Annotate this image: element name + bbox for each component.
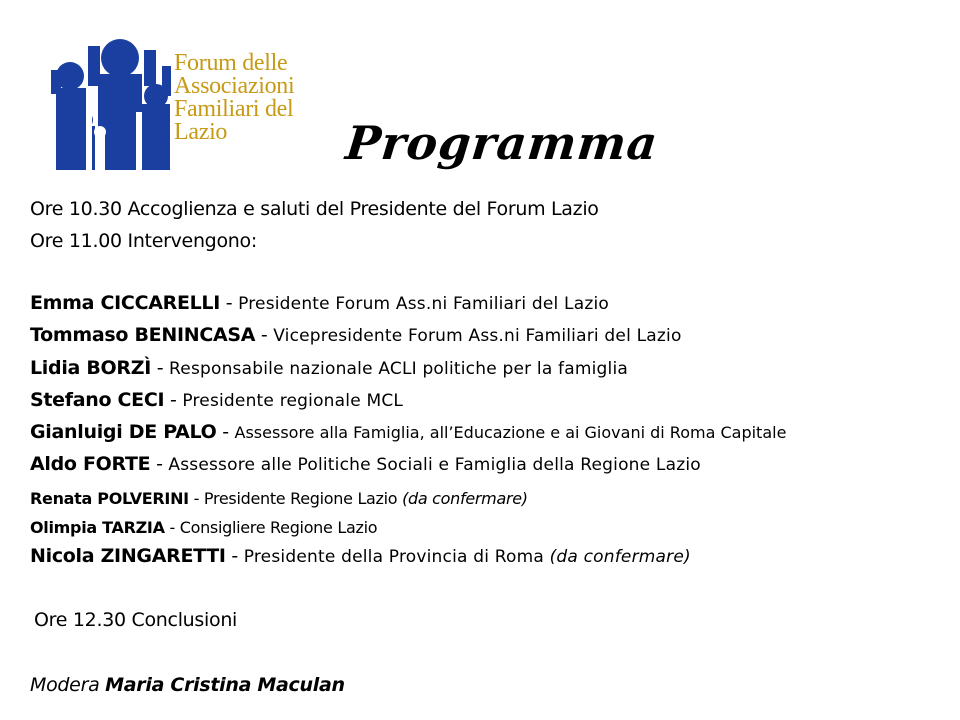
logo-line: Associazioni	[174, 73, 295, 99]
logo-text	[174, 52, 294, 144]
speaker-name: Emma CICCARELLI	[30, 292, 221, 314]
speaker-name: Tommaso BENINCASA	[30, 324, 256, 346]
speaker-name: Gianluigi DE PALO	[30, 421, 217, 443]
speaker-name: Nicola ZINGARETTI	[30, 545, 226, 567]
speaker-row	[30, 324, 682, 346]
separator: -	[255, 324, 274, 346]
speaker-role: Presidente Regione Lazio	[203, 489, 403, 508]
moderator-label: Modera	[30, 674, 106, 696]
separator: -	[225, 545, 244, 567]
speaker-row	[30, 545, 691, 567]
logo-line: Lazio	[174, 119, 228, 145]
speaker-row	[30, 389, 403, 411]
speaker-name: Renata POLVERINI	[30, 489, 189, 508]
speaker-note: (da confermare)	[549, 547, 691, 567]
forum-logo	[48, 36, 298, 176]
separator: -	[220, 292, 239, 314]
intro-line: Ore 10.30 Accoglienza e saluti del Presidente del Forum Lazio	[30, 198, 599, 220]
speaker-row	[30, 487, 528, 509]
separator: -	[164, 389, 183, 411]
separator: -	[216, 421, 235, 443]
page-title: Programma	[343, 116, 661, 170]
separator: -	[150, 453, 169, 475]
logo-line: Forum delle	[174, 50, 288, 76]
speaker-role: Consigliere Regione Lazio	[179, 518, 378, 537]
conclusion-line: Ore 12.30 Conclusioni	[34, 609, 238, 631]
speaker-role: Assessore alle Politiche Sociali e Famiglia della Regione Lazio	[168, 455, 701, 475]
speaker-row	[30, 292, 609, 314]
family-logo-icon	[48, 36, 173, 176]
speaker-role: Vicepresidente Forum Ass.ni Familiari del Lazio	[273, 326, 682, 346]
speaker-name: Olimpia TARZIA	[30, 518, 165, 537]
separator: -	[150, 357, 170, 379]
speaker-row	[30, 357, 628, 379]
speaker-role: Assessore alla Famiglia, all’Educazione e ai Giovani di Roma Capitale	[234, 423, 787, 442]
logo-line: Familiari del	[174, 96, 294, 122]
intro-line: Ore 11.00 Intervengono:	[30, 230, 257, 252]
speaker-name: Stefano CECI	[30, 389, 165, 411]
speaker-name: Aldo FORTE	[30, 453, 151, 475]
speaker-row	[30, 421, 786, 443]
speaker-role: Presidente Forum Ass.ni Familiari del Lazio	[238, 294, 609, 314]
speaker-row	[30, 516, 377, 538]
separator: -	[188, 489, 204, 508]
separator: -	[164, 518, 180, 537]
speaker-note: (da confermare)	[402, 489, 528, 508]
speaker-name: Lidia BORZÌ	[30, 357, 151, 379]
speaker-role: Presidente della Provincia di Roma	[243, 547, 550, 567]
speaker-role: Presidente regionale MCL	[182, 391, 404, 411]
moderator-line	[30, 674, 345, 696]
speaker-role: Responsabile nazionale ACLI politiche per la famiglia	[169, 359, 628, 379]
speaker-row	[30, 453, 701, 475]
moderator-name: Maria Cristina Maculan	[105, 674, 345, 696]
